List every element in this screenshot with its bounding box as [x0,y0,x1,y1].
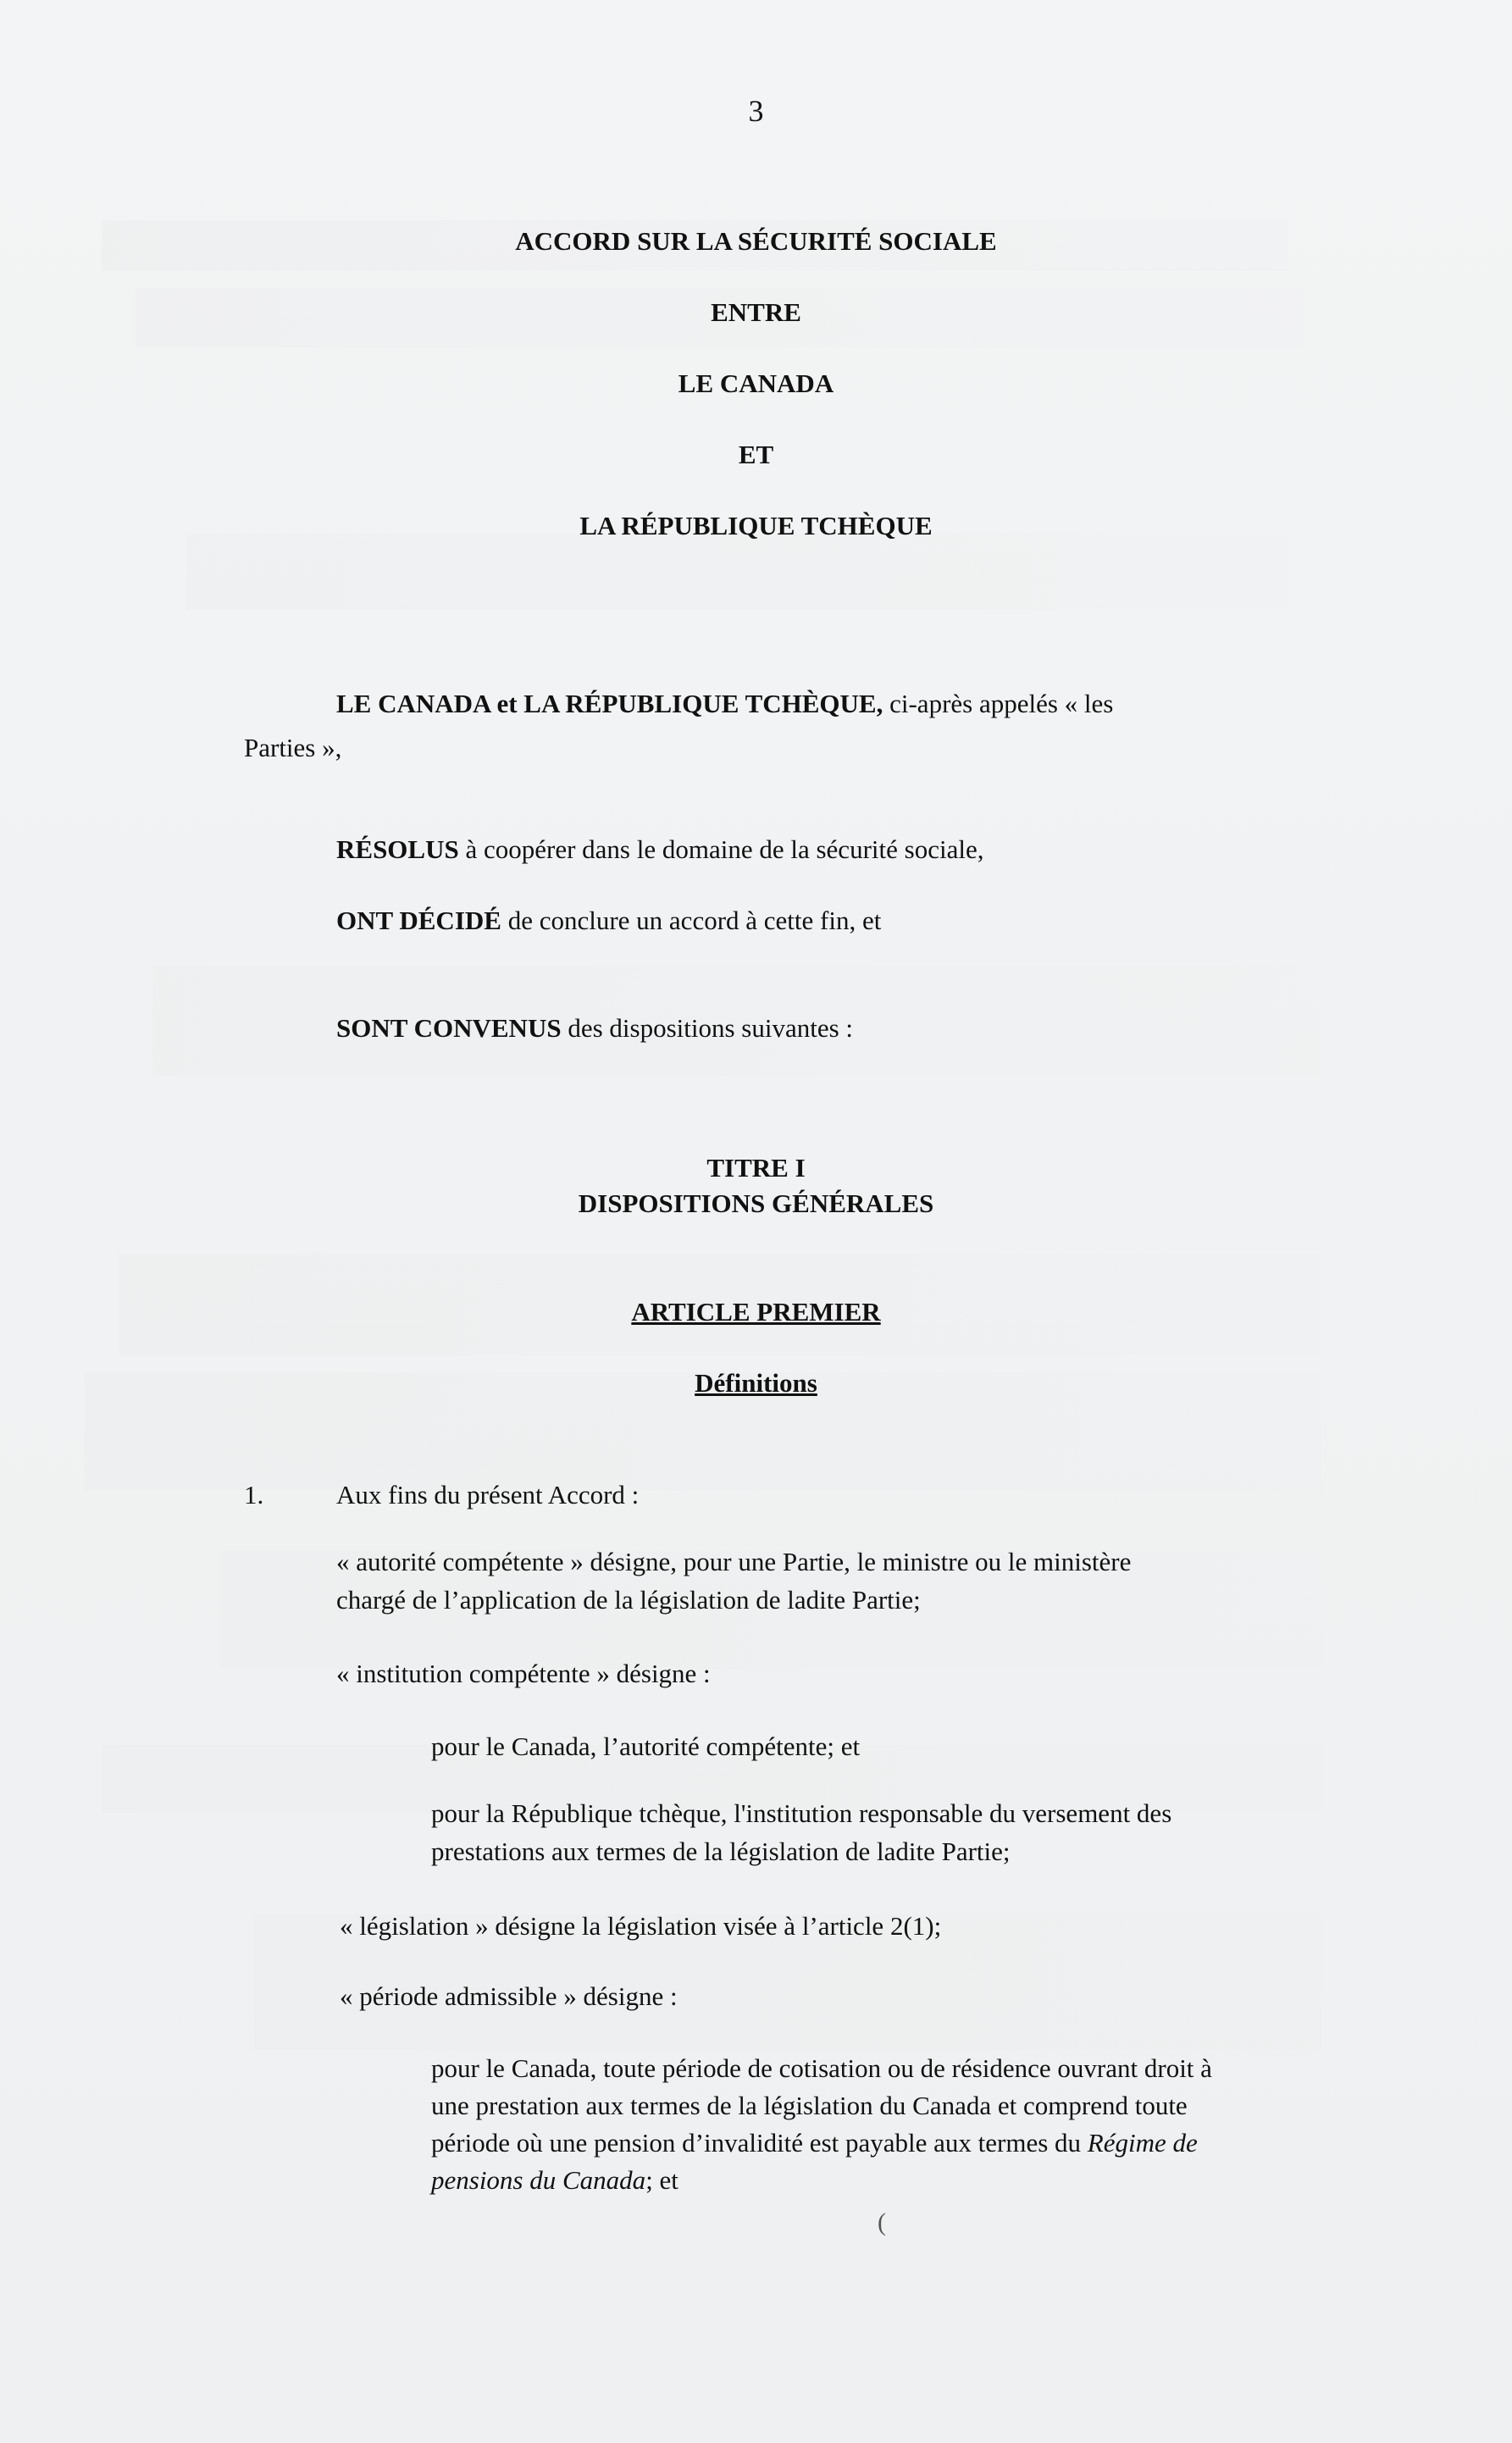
article-subheading [0,1367,1512,1399]
def-autorite-line1: « autorité compétente » désigne, pour une Partie, le ministre ou le ministère [336,1547,1132,1576]
title-line-2: ENTRE [711,297,801,327]
def-institution: « institution compétente » désigne : [336,1659,711,1688]
margin-mark: ( [878,2208,886,2236]
title-line-5: LA RÉPUBLIQUE TCHÈQUE [579,511,933,540]
title-line-3: LE CANADA [678,368,834,398]
paragraph-intro: Aux fins du présent Accord : [336,1480,640,1510]
periode-line4-italic: pensions du Canada [431,2165,646,2195]
preamble-decide [336,905,881,937]
periode-line3-italic: Régime de [1087,2128,1198,2158]
title-line-1: ACCORD SUR LA SÉCURITÉ SOCIALE [515,226,997,256]
title-line-4: ET [738,440,774,469]
def-institution-cz-line2: prestations aux termes de la législation de ladite Partie; [431,1836,1011,1866]
def-autorite-line2: chargé de l’application de la législation de ladite Partie; [336,1585,921,1615]
resolus-bold: RÉSOLUS [336,834,459,864]
preamble-parties-line2: Parties », [244,733,342,762]
titre-name: DISPOSITIONS GÉNÉRALES [578,1188,934,1218]
def-periode-line1: pour le Canada, toute période de cotisation ou de résidence ouvrant droit à [431,2053,1212,2083]
def-institution-cz-line1: pour la République tchèque, l'institution responsable du versement des [431,1798,1172,1828]
preamble-parties [336,688,1113,720]
def-legislation: « législation » désigne la législation visée à l’article 2(1); [340,1911,942,1941]
convenus-bold: SONT CONVENUS [336,1013,562,1043]
def-periode-line3 [431,2127,1198,2159]
periode-line3-text: période où une pension d’invalidité est payable aux termes du [431,2128,1088,2158]
article-heading-text: ARTICLE PREMIER [631,1297,881,1327]
def-institution-canada: pour le Canada, l’autorité compétente; et [431,1731,861,1761]
def-periode-line4 [431,2164,678,2196]
periode-line4-rest: ; et [645,2165,678,2195]
preamble-convenus [336,1012,853,1044]
def-periode-line2: une prestation aux termes de la législation du Canada et comprend toute [431,2091,1188,2120]
convenus-rest: des dispositions suivantes : [561,1013,854,1043]
article-heading [0,1296,1512,1328]
article-subheading-text: Définitions [695,1368,817,1398]
page-number: 3 [748,94,764,128]
resolus-rest: à coopérer dans le domaine de la sécurité sociale, [458,834,984,864]
decide-bold: ONT DÉCIDÉ [336,906,501,935]
preamble-resolus [336,834,983,866]
decide-rest: de conclure un accord à cette fin, et [501,906,882,935]
bleed-through-block [186,534,1288,610]
titre-number: TITRE I [706,1153,806,1183]
parties-bold: LE CANADA et LA RÉPUBLIQUE TCHÈQUE, [336,689,883,718]
parties-rest: ci-après appelés « les [883,689,1114,718]
def-periode: « période admissible » désigne : [340,1981,678,2011]
paragraph-number: 1. [244,1480,264,1510]
